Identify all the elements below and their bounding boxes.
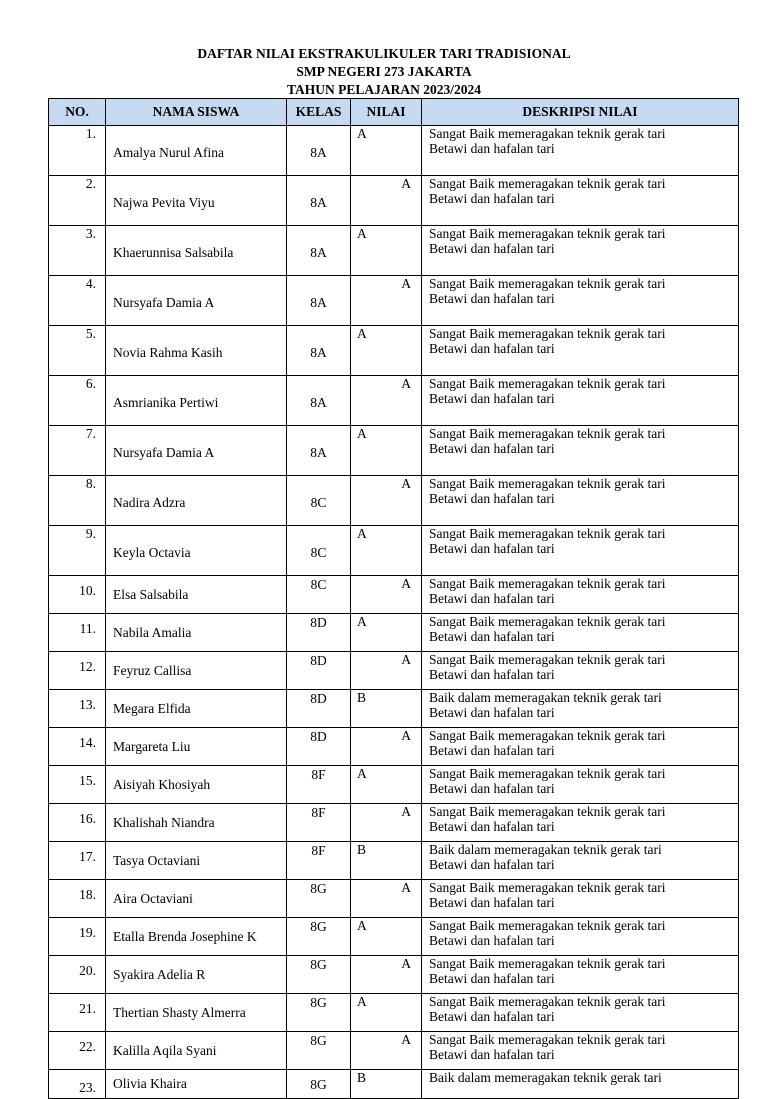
student-class: 8G xyxy=(287,918,351,956)
student-name: Olivia Khaira xyxy=(106,1070,287,1099)
description-line: Sangat Baik memeragakan teknik gerak tari xyxy=(429,526,666,541)
grade-value: A xyxy=(351,728,422,766)
row-number: 20. xyxy=(49,956,106,994)
description-line: Betawi dan hafalan tari xyxy=(429,141,555,156)
row-number: 18. xyxy=(49,880,106,918)
description-line: Sangat Baik memeragakan teknik gerak tari xyxy=(429,728,666,743)
grade-value: A xyxy=(351,426,422,476)
description-line: Betawi dan hafalan tari xyxy=(429,441,555,456)
student-class: 8A xyxy=(287,376,351,426)
grade-value: B xyxy=(351,842,422,880)
student-name: Feyruz Callisa xyxy=(106,652,287,690)
student-name: Aira Octaviani xyxy=(106,880,287,918)
grade-description xyxy=(422,226,739,276)
student-class: 8A xyxy=(287,226,351,276)
row-number: 6. xyxy=(49,376,106,426)
column-header-nilai: NILAI xyxy=(351,99,422,126)
row-number: 13. xyxy=(49,690,106,728)
student-name: Nursyafa Damia A xyxy=(106,276,287,326)
row-number: 22. xyxy=(49,1032,106,1070)
student-name: Najwa Pevita Viyu xyxy=(106,176,287,226)
row-number: 9. xyxy=(49,526,106,576)
table-row xyxy=(49,1070,739,1099)
student-name: Nursyafa Damia A xyxy=(106,426,287,476)
student-class: 8C xyxy=(287,476,351,526)
table-row xyxy=(49,426,739,476)
column-header-nama: NAMA SISWA xyxy=(106,99,287,126)
student-class: 8D xyxy=(287,690,351,728)
grade-value: B xyxy=(351,690,422,728)
row-number: 1. xyxy=(49,126,106,176)
description-line: Betawi dan hafalan tari xyxy=(429,341,555,356)
description-line: Betawi dan hafalan tari xyxy=(429,491,555,506)
table-row xyxy=(49,226,739,276)
grade-description xyxy=(422,1032,739,1070)
grade-value: A xyxy=(351,880,422,918)
academic-year: TAHUN PELAJARAN 2023/2024 xyxy=(286,82,481,97)
table-row xyxy=(49,176,739,226)
row-number: 14. xyxy=(49,728,106,766)
description-line: Sangat Baik memeragakan teknik gerak tari xyxy=(429,326,666,341)
grade-value: A xyxy=(351,526,422,576)
grade-description xyxy=(422,576,739,614)
row-number: 7. xyxy=(49,426,106,476)
grade-description xyxy=(422,1070,739,1099)
table-row xyxy=(49,842,739,880)
grade-description xyxy=(422,956,739,994)
grade-description xyxy=(422,690,739,728)
grade-value: A xyxy=(351,276,422,326)
description-line: Betawi dan hafalan tari xyxy=(429,781,555,796)
grade-value: A xyxy=(351,614,422,652)
description-line: Betawi dan hafalan tari xyxy=(429,819,555,834)
grade-description xyxy=(422,614,739,652)
description-line: Betawi dan hafalan tari xyxy=(429,895,555,910)
grade-description xyxy=(422,326,739,376)
student-name: Tasya Octaviani xyxy=(106,842,287,880)
row-number: 12. xyxy=(49,652,106,690)
description-line: Sangat Baik memeragakan teknik gerak tari xyxy=(429,804,666,819)
student-name: Khalishah Niandra xyxy=(106,804,287,842)
table-row xyxy=(49,526,739,576)
grade-value: A xyxy=(351,1032,422,1070)
student-class: 8G xyxy=(287,1032,351,1070)
grade-description xyxy=(422,526,739,576)
grade-value: A xyxy=(351,376,422,426)
student-name: Elsa Salsabila xyxy=(106,576,287,614)
row-number: 2. xyxy=(49,176,106,226)
table-row xyxy=(49,276,739,326)
table-row xyxy=(49,918,739,956)
column-header-deskripsi: DESKRIPSI NILAI xyxy=(422,99,739,126)
grade-value: A xyxy=(351,956,422,994)
description-line: Sangat Baik memeragakan teknik gerak tari xyxy=(429,126,666,141)
school-name: SMP NEGERI 273 JAKARTA xyxy=(296,64,472,79)
grade-value: A xyxy=(351,918,422,956)
table-row xyxy=(49,804,739,842)
description-line: Sangat Baik memeragakan teknik gerak tari xyxy=(429,376,666,391)
student-class: 8D xyxy=(287,728,351,766)
student-class: 8D xyxy=(287,652,351,690)
grade-value: A xyxy=(351,804,422,842)
description-line: Sangat Baik memeragakan teknik gerak tari xyxy=(429,226,666,241)
student-class: 8F xyxy=(287,804,351,842)
description-line: Betawi dan hafalan tari xyxy=(429,933,555,948)
grade-description xyxy=(422,176,739,226)
description-line: Betawi dan hafalan tari xyxy=(429,1047,555,1062)
grade-description xyxy=(422,276,739,326)
row-number: 23. xyxy=(49,1070,106,1099)
description-line: Sangat Baik memeragakan teknik gerak tari xyxy=(429,576,666,591)
row-number: 5. xyxy=(49,326,106,376)
table-row xyxy=(49,326,739,376)
student-class: 8A xyxy=(287,426,351,476)
student-name: Aisiyah Khosiyah xyxy=(106,766,287,804)
student-name: Etalla Brenda Josephine K xyxy=(106,918,287,956)
student-class: 8D xyxy=(287,614,351,652)
student-name: Margareta Liu xyxy=(106,728,287,766)
grade-description xyxy=(422,126,739,176)
student-name: Keyla Octavia xyxy=(106,526,287,576)
table-row xyxy=(49,476,739,526)
grade-description xyxy=(422,994,739,1032)
grade-description xyxy=(422,918,739,956)
table-row xyxy=(49,576,739,614)
student-name: Nabila Amalia xyxy=(106,614,287,652)
description-line: Sangat Baik memeragakan teknik gerak tari xyxy=(429,918,666,933)
description-line: Betawi dan hafalan tari xyxy=(429,667,555,682)
grade-description xyxy=(422,728,739,766)
description-line: Betawi dan hafalan tari xyxy=(429,291,555,306)
table-row xyxy=(49,1032,739,1070)
grade-value: A xyxy=(351,576,422,614)
description-line: Sangat Baik memeragakan teknik gerak tari xyxy=(429,1032,666,1047)
row-number: 10. xyxy=(49,576,106,614)
grade-description xyxy=(422,766,739,804)
table-row xyxy=(49,614,739,652)
student-name: Syakira Adelia R xyxy=(106,956,287,994)
description-line: Betawi dan hafalan tari xyxy=(429,971,555,986)
grade-value: A xyxy=(351,652,422,690)
grade-value: A xyxy=(351,226,422,276)
description-line: Betawi dan hafalan tari xyxy=(429,857,555,872)
student-name: Megara Elfida xyxy=(106,690,287,728)
description-line: Sangat Baik memeragakan teknik gerak tari xyxy=(429,426,666,441)
description-line: Betawi dan hafalan tari xyxy=(429,541,555,556)
student-name: Thertian Shasty Almerra xyxy=(106,994,287,1032)
student-name: Amalya Nurul Afina xyxy=(106,126,287,176)
description-line: Betawi dan hafalan tari xyxy=(429,591,555,606)
description-line: Sangat Baik memeragakan teknik gerak tari xyxy=(429,652,666,667)
grade-description xyxy=(422,426,739,476)
description-line: Sangat Baik memeragakan teknik gerak tari xyxy=(429,880,666,895)
row-number: 15. xyxy=(49,766,106,804)
description-line: Sangat Baik memeragakan teknik gerak tari xyxy=(429,956,666,971)
grade-value: A xyxy=(351,994,422,1032)
grade-description xyxy=(422,880,739,918)
table-row xyxy=(49,126,739,176)
grade-value: A xyxy=(351,126,422,176)
row-number: 21. xyxy=(49,994,106,1032)
grade-description xyxy=(422,842,739,880)
document-title: DAFTAR NILAI EKSTRAKULIKULER TARI TRADISIONAL xyxy=(197,46,571,61)
description-line: Betawi dan hafalan tari xyxy=(429,629,555,644)
student-class: 8F xyxy=(287,766,351,804)
table-row xyxy=(49,956,739,994)
description-line: Sangat Baik memeragakan teknik gerak tari xyxy=(429,276,666,291)
grade-value: A xyxy=(351,176,422,226)
description-line: Betawi dan hafalan tari xyxy=(429,241,555,256)
row-number: 11. xyxy=(49,614,106,652)
column-header-kelas: KELAS xyxy=(287,99,351,126)
grade-description xyxy=(422,376,739,426)
table-row xyxy=(49,690,739,728)
student-class: 8A xyxy=(287,326,351,376)
student-name: Novia Rahma Kasih xyxy=(106,326,287,376)
student-name: Asmrianika Pertiwi xyxy=(106,376,287,426)
description-line: Sangat Baik memeragakan teknik gerak tari xyxy=(429,994,666,1009)
row-number: 4. xyxy=(49,276,106,326)
student-class: 8A xyxy=(287,126,351,176)
student-name: Khaerunnisa Salsabila xyxy=(106,226,287,276)
description-line: Betawi dan hafalan tari xyxy=(429,191,555,206)
description-line: Betawi dan hafalan tari xyxy=(429,1009,555,1024)
document-header xyxy=(0,45,768,99)
student-class: 8C xyxy=(287,576,351,614)
table-row xyxy=(49,728,739,766)
description-line: Sangat Baik memeragakan teknik gerak tari xyxy=(429,766,666,781)
row-number: 19. xyxy=(49,918,106,956)
table-row xyxy=(49,880,739,918)
row-number: 16. xyxy=(49,804,106,842)
description-line: Betawi dan hafalan tari xyxy=(429,705,555,720)
table-row xyxy=(49,994,739,1032)
column-header-no: NO. xyxy=(49,99,106,126)
description-line: Sangat Baik memeragakan teknik gerak tari xyxy=(429,176,666,191)
grade-value: A xyxy=(351,766,422,804)
student-class: 8G xyxy=(287,956,351,994)
student-name: Kalilla Aqila Syani xyxy=(106,1032,287,1070)
row-number: 8. xyxy=(49,476,106,526)
description-line: Baik dalam memeragakan teknik gerak tari xyxy=(429,1070,662,1085)
table-row xyxy=(49,376,739,426)
grades-table xyxy=(48,98,739,1099)
table-header-row xyxy=(49,99,739,126)
grade-value: A xyxy=(351,476,422,526)
description-line: Baik dalam memeragakan teknik gerak tari xyxy=(429,842,662,857)
student-class: 8G xyxy=(287,994,351,1032)
grade-description xyxy=(422,652,739,690)
description-line: Betawi dan hafalan tari xyxy=(429,743,555,758)
student-class: 8A xyxy=(287,276,351,326)
row-number: 3. xyxy=(49,226,106,276)
description-line: Sangat Baik memeragakan teknik gerak tari xyxy=(429,476,666,491)
grade-description xyxy=(422,804,739,842)
table-body xyxy=(49,126,739,1099)
table-row xyxy=(49,766,739,804)
description-line: Sangat Baik memeragakan teknik gerak tari xyxy=(429,614,666,629)
student-class: 8C xyxy=(287,526,351,576)
grade-value: A xyxy=(351,326,422,376)
grade-value: B xyxy=(351,1070,422,1099)
table-row xyxy=(49,652,739,690)
student-class: 8A xyxy=(287,176,351,226)
grade-description xyxy=(422,476,739,526)
student-class: 8F xyxy=(287,842,351,880)
row-number: 17. xyxy=(49,842,106,880)
student-class: 8G xyxy=(287,880,351,918)
student-class: 8G xyxy=(287,1070,351,1099)
description-line: Baik dalam memeragakan teknik gerak tari xyxy=(429,690,662,705)
description-line: Betawi dan hafalan tari xyxy=(429,391,555,406)
student-name: Nadira Adzra xyxy=(106,476,287,526)
